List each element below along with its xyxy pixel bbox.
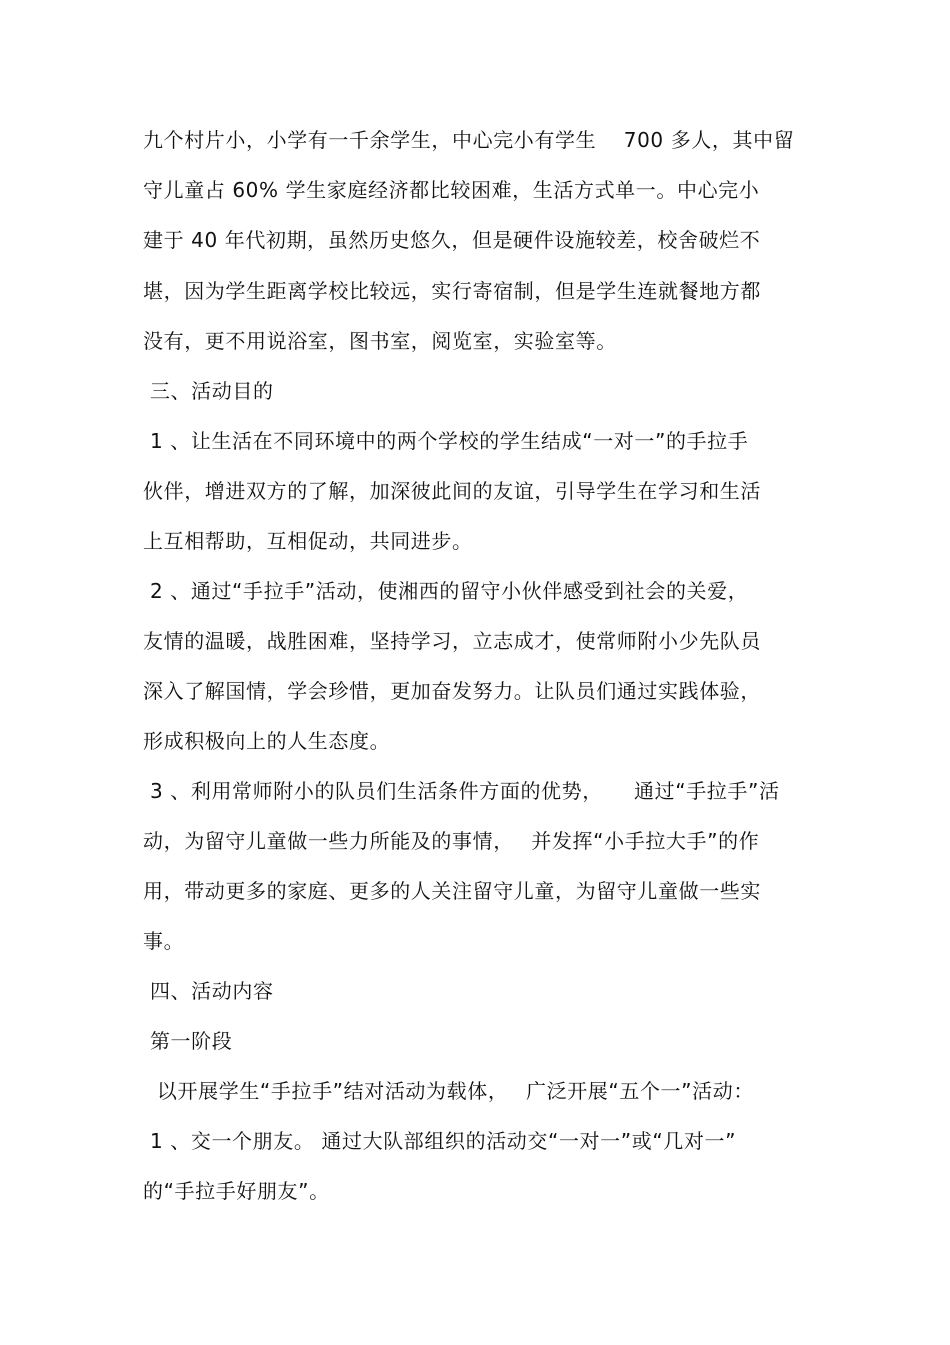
list-item-start: 1 、让生活在不同环境中的两个学校的学生结成“一对一”的手拉手 (143, 429, 749, 453)
text-line: 友情的温暖，战胜困难，坚持学习，立志成才，使常师附小少先队员 (143, 629, 761, 653)
text-line: 守儿童占 60% 学生家庭经济都比较困难，生活方式单一。中心完小 (143, 178, 760, 202)
list-item-start: 3 、利用常师附小的队员们生活条件方面的优势， 通过“手拉手”活 (143, 779, 780, 803)
text-line: 形成积极向上的人生态度。 (143, 729, 391, 753)
text-line: 上互相帮助，互相促动，共同进步。 (143, 529, 473, 553)
text-line: 伙伴，增进双方的了解，加深彼此间的友谊，引导学生在学习和生活 (143, 479, 761, 503)
text-line: 九个村片小，小学有一千余学生，中心完小有学生 700 多人，其中留 (143, 128, 795, 152)
text-line: 以开展学生“手拉手”结对活动为载体， 广泛开展“五个一”活动： (143, 1079, 754, 1103)
section-heading: 四、活动内容 (143, 979, 274, 1003)
text-line: 动，为留守儿童做一些力所能及的事情， 并发挥“小手拉大手”的作 (143, 829, 760, 853)
list-item-start: 1 、交一个朋友。 通过大队部组织的活动交“一对一”或“几对一” (143, 1129, 737, 1153)
text-line: 没有，更不用说浴室，图书室，阅览室，实验室等。 (143, 329, 617, 353)
text-line: 深入了解国情，学会珍惜，更加奋发努力。让队员们通过实践体验， (143, 679, 761, 703)
text-line: 的“手拉手好朋友”。 (143, 1179, 330, 1203)
section-heading: 三、活动目的 (143, 379, 274, 403)
text-line: 用，带动更多的家庭、更多的人关注留守儿童，为留守儿童做一些实 (143, 879, 761, 903)
list-item-start: 2 、通过“手拉手”活动，使湘西的留守小伙伴感受到社会的关爱， (143, 579, 749, 603)
text-line: 堪，因为学生距离学校比较远，实行寄宿制，但是学生连就餐地方都 (143, 279, 761, 303)
text-line: 建于 40 年代初期，虽然历史悠久，但是硬件设施较差，校舍破烂不 (143, 228, 761, 252)
subsection-heading: 第一阶段 (143, 1029, 233, 1053)
text-line: 事。 (143, 929, 185, 953)
